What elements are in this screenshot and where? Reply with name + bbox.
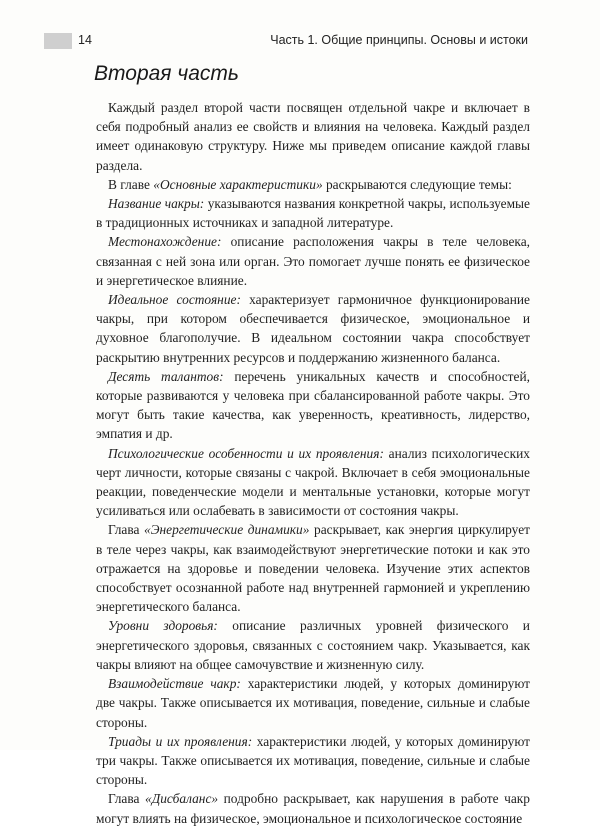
paragraph-text: анализ психологических черт личности, которые связаны с чакрой. Включает в себя эмоциональные реакции, поведенческие модели и ментальные установки, которые могут усиливаться или ослабевать в зависимости от состояния чакры.	[96, 445, 530, 519]
paragraph-lead: Взаимодействие чакр:	[108, 676, 241, 692]
paragraph	[96, 194, 530, 232]
paragraph-text: подробно раскрывает, как нарушения в работе чакр могут влиять на физическое, эмоциональное и психологическое состояние	[96, 791, 530, 826]
paragraph	[96, 674, 530, 732]
paragraph	[96, 175, 530, 194]
body-text	[96, 98, 530, 828]
page-number: 14	[78, 33, 92, 47]
paragraph-text: характеристики людей, у которых доминируют две чакры. Также описывается их мотивация, поведение, сильные и слабые стороны.	[96, 676, 530, 730]
paragraph	[96, 732, 530, 790]
paragraph-text: раскрываются следующие темы:	[322, 176, 512, 192]
header-tab-marker	[44, 33, 72, 49]
running-head: Часть 1. Общие принципы. Основы и истоки	[270, 33, 528, 47]
paragraph	[96, 616, 530, 674]
paragraph-lead: «Энергетические динамики»	[144, 522, 310, 538]
paragraph-text: описание различных уровней физического и энергетического здоровья, связанных с состоянием чакр. Указывается, как чакры влияют на общее самочувствие и жизненную силу.	[96, 618, 530, 672]
paragraph-text: перечень уникальных качеств и способностей, которые развиваются у человека при сбалансированной работе чакры. Это могут быть такие качества, как уверенность, креативность, лидерство, эмпатия и др.	[96, 368, 530, 442]
paragraph-lead: Название чакры:	[108, 196, 205, 212]
paragraph-text: характеризует гармоничное функционирование чакры, при котором обеспечивается физическое, эмоциональное и духовное благополучие. В идеальном состоянии чакра способствует раскрытию внутренних ресурсов и поддержанию жизненного баланса.	[96, 292, 530, 365]
paragraph-pre: Глава	[108, 791, 145, 807]
paragraph	[96, 367, 530, 444]
paragraph-lead: Десять талантов:	[108, 368, 224, 384]
paragraph-text: указываются названия конкретной чакры, используемые в традиционных источниках и западной литературе.	[96, 196, 530, 231]
paragraph-lead: Местонахождение:	[108, 234, 222, 250]
paragraph	[96, 232, 530, 290]
paragraph-lead: Триады и их проявления:	[108, 733, 253, 749]
paragraph-lead: «Основные характеристики»	[153, 176, 323, 192]
paragraph-text: раскрывает, как энергия циркулирует в теле через чакры, как взаимодействуют энергетические потоки и как это отражается на здоровье и поведении человека. Изучение этих аспектов способствует осознанной работе над внутренней гармонией и укреплению энергетического баланса.	[96, 522, 530, 615]
paragraph-lead: «Дисбаланс»	[145, 791, 219, 807]
paragraph-text: характеристики людей, у которых доминируют три чакры. Также описывается их мотивация, поведение, сильные и слабые стороны.	[96, 733, 530, 788]
paragraph	[96, 98, 530, 175]
paragraph	[96, 520, 530, 616]
paragraph-pre: В главе	[108, 176, 154, 192]
paragraph	[96, 789, 530, 827]
paragraph-text: описание расположения чакры в теле человека, связанная с ней зона или орган. Это помогает лучше понять ее физическое и энергетическое влияние.	[96, 234, 530, 288]
paragraph-text: Каждый раздел второй части посвящен отдельной чакре и включает в себя подробный анализ ее свойств и влияния на человека. Каждый раздел имеет одинаковую структуру. Ниже мы приведем описание каждой главы раздела.	[96, 100, 530, 173]
paragraph	[96, 444, 530, 521]
paragraph	[96, 290, 530, 367]
paragraph-lead: Идеальное состояние:	[108, 292, 241, 308]
paragraph-lead: Психологические особенности и их проявления:	[108, 445, 384, 461]
paragraph-pre: Глава	[108, 522, 145, 538]
paragraph-lead: Уровни здоровья:	[108, 618, 218, 634]
section-title: Вторая часть	[94, 62, 239, 85]
